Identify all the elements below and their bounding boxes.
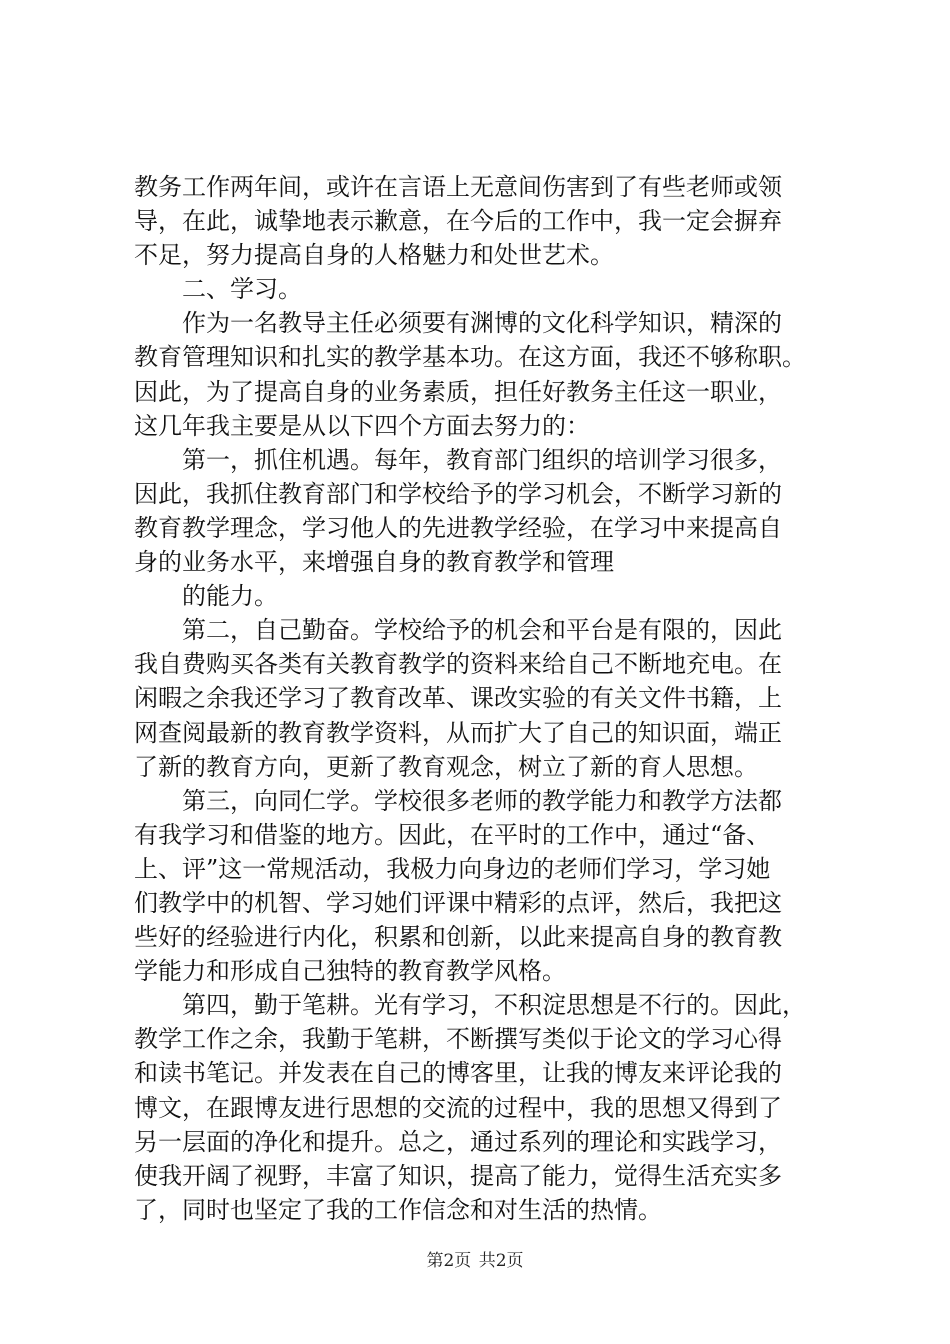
text-line: 学能力和形成自己独特的教育教学风格。 [134, 957, 566, 986]
text-line: 上、评”这一常规活动，我极力向身边的老师们学习，学习她 [134, 854, 771, 883]
page-footer [0, 1246, 950, 1271]
text-line: 网查阅最新的教育教学资料，从而扩大了自己的知识面，端正 [134, 718, 782, 747]
text-line: 些好的经验进行内化，积累和创新，以此来提高自身的教育教 [134, 923, 782, 952]
text-line: 这几年我主要是从以下四个方面去努力的： [134, 411, 590, 440]
text-line: 教务工作两年间，或许在言语上无意间伤害到了有些老师或领 [134, 173, 782, 201]
text-line: 们教学中的机智、学习她们评课中精彩的点评，然后，我把这 [134, 888, 782, 917]
text-line: 因此，为了提高自身的业务素质，担任好教务主任这一职业， [134, 377, 782, 406]
text-line: 我自费购买各类有关教育教学的资料来给自己不断地充电。在 [134, 650, 782, 679]
text-line: 教育教学理念，学习他人的先进教学经验，在学习中来提高自 [134, 513, 782, 542]
text-line: 有我学习和借鉴的地方。因此，在平时的工作中，通过“备、 [134, 820, 771, 849]
text-line: 二、学习。 [182, 275, 302, 304]
text-line: 第三，向同仁学。学校很多老师的教学能力和教学方法都 [182, 786, 782, 815]
text-line: 第一，抓住机遇。每年，教育部门组织的培训学习很多， [182, 445, 782, 474]
text-line: 闲暇之余我还学习了教育改革、课改实验的有关文件书籍，上 [134, 684, 782, 713]
document-body [134, 170, 834, 1227]
text-line: 使我开阔了视野，丰富了知识，提高了能力，觉得生活充实多 [134, 1161, 782, 1190]
page-total: 共2页 [478, 1251, 524, 1271]
text-line: 第二，自己勤奋。学校给予的机会和平台是有限的，因此 [182, 616, 782, 645]
text-line: 导，在此，诚挚地表示歉意，在今后的工作中，我一定会摒弃 [134, 207, 782, 236]
text-line: 和读书笔记。并发表在自己的博客里，让我的博友来评论我的 [134, 1059, 782, 1088]
text-line: 不足，努力提高自身的人格魅力和处世艺术。 [134, 241, 614, 270]
page-number: 第2页 [426, 1251, 472, 1271]
text-line: 作为一名教导主任必须要有渊博的文化科学知识，精深的 [182, 309, 782, 338]
text-line: 第四，勤于笔耕。光有学习，不积淀思想是不行的。因此， [182, 991, 806, 1020]
text-line: 教育管理知识和扎实的教学基本功。在这方面，我还不够称职。 [134, 343, 806, 372]
text-line: 身的业务水平，来增强自身的教育教学和管理 [134, 548, 614, 577]
text-line: 了，同时也坚定了我的工作信念和对生活的热情。 [134, 1195, 662, 1224]
text-line: 因此，我抓住教育部门和学校给予的学习机会，不断学习新的 [134, 479, 782, 508]
text-line: 了新的教育方向，更新了教育观念，树立了新的育人思想。 [134, 752, 758, 781]
text-line: 另一层面的净化和提升。总之，通过系列的理论和实践学习， [134, 1127, 782, 1156]
text-line: 的能力。 [182, 582, 278, 611]
text-line: 教学工作之余，我勤于笔耕，不断撰写类似于论文的学习心得 [134, 1025, 782, 1054]
text-line: 博文，在跟博友进行思想的交流的过程中，我的思想又得到了 [134, 1093, 782, 1122]
